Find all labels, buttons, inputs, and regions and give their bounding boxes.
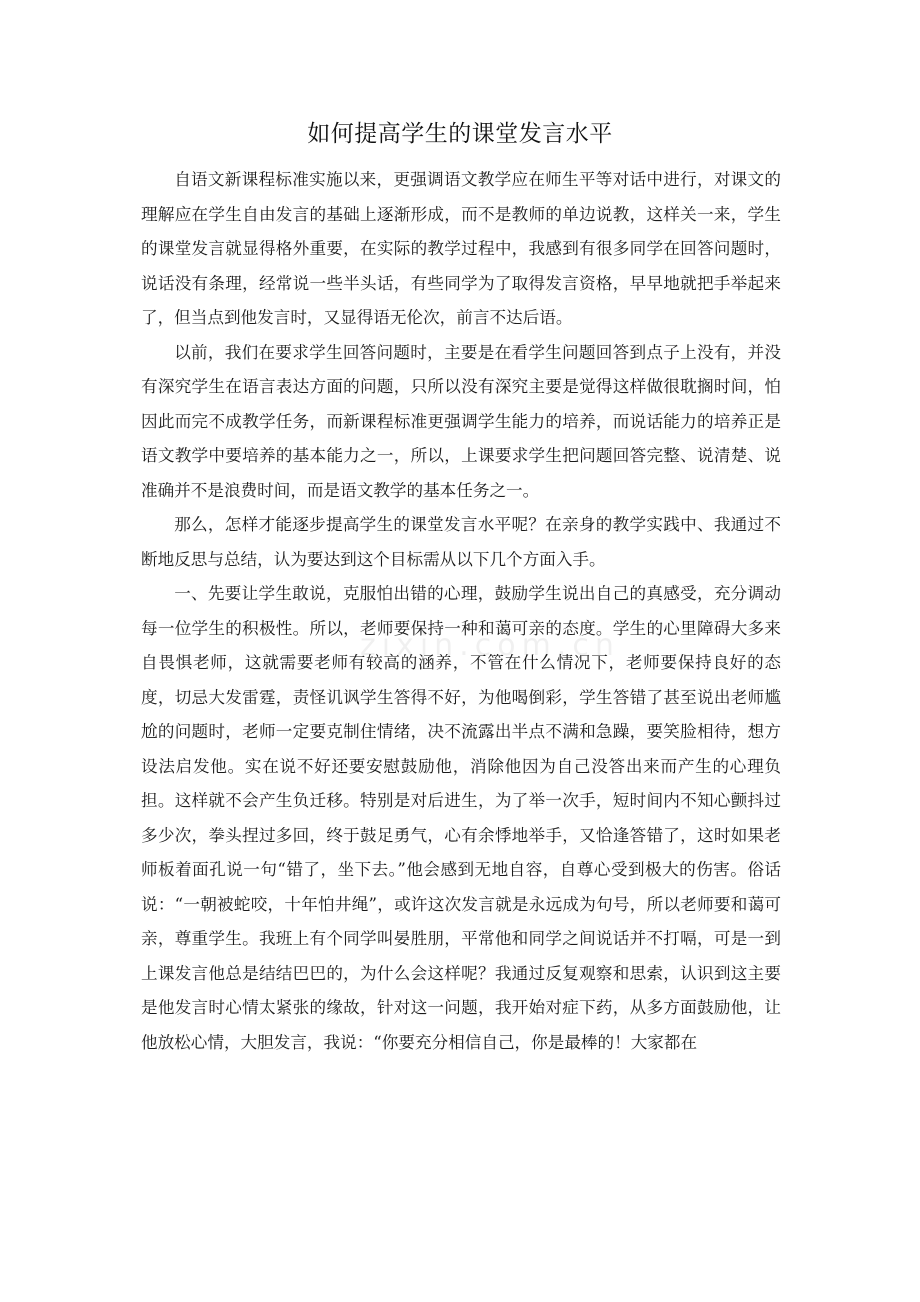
document-body [141, 163, 781, 1060]
paragraph-4: 一、先要让学生敢说，克服怕出错的心理，鼓励学生说出自己的真感受，充分调动每一位学生的积极性。所以，老师要保持一种和蔼可亲的态度。学生的心里障碍大多来自畏惧老师，这就需要老师有较高的涵养，不管在什么情况下，老师要保持良好的态度，切忌大发雷霆，责怪讥讽学生答得不好，为他喝倒彩，学生答错了甚至说出老师尴尬的问题时，老师一定要克制住情绪，决不流露出半点不满和急躁，要笑脸相待，想方设法启发他。实在说不好还要安慰鼓励他，消除他因为自己没答出来而产生的心理负担。这样就不会产生负迁移。特别是对后进生，为了举一次手，短时间内不知心颤抖过多少次，拳头捏过多回，终于鼓足勇气，心有余悸地举手，又恰逢答错了，这时如果老师板着面孔说一句“错了，坐下去。”他会感到无地自容，自尊心受到极大的伤害。俗话说：“一朝被蛇咬，十年怕井绳”，或许这次发言就是永远成为句号，所以老师要和蔼可亲，尊重学生。我班上有个同学叫晏胜朋，平常他和同学之间说话并不打嗝，可是一到上课发言他总是结结巴巴的，为什么会这样呢？我通过反复观察和思索，认识到这主要是他发言时心情太紧张的缘故，针对这一问题，我开始对症下药，从多方面鼓励他，让他放松心情，大胆发言，我说：“你要充分相信自己，你是最棒的！大家都在 [141, 584, 781, 1052]
document-title: 如何提高学生的课堂发言水平 [307, 121, 613, 147]
paragraph-3: 那么，怎样才能逐步提高学生的课堂发言水平呢？在亲身的教学实践中、我通过不断地反思与总结，认为要达到这个目标需从以下几个方面入手。 [141, 515, 781, 569]
paragraph-2: 以前，我们在要求学生回答问题时，主要是在看学生问题回答到点子上没有，并没有深究学生在语言表达方面的问题，只所以没有深究主要是觉得这样做很耽搁时间，怕因此而完不成教学任务，而新课程标准更强调学生能力的培养，而说话能力的培养正是语文教学中要培养的基本能力之一，所以，上课要求学生把问题回答完整、说清楚、说准确并不是浪费时间，而是语文教学的基本任务之一。 [141, 342, 781, 500]
paragraph-1: 自语文新课程标准实施以来，更强调语文教学应在师生平等对话中进行，对课文的理解应在学生自由发言的基础上逐渐形成，而不是教师的单边说教，这样关一来，学生的课堂发言就显得格外重要，在实际的教学过程中，我感到有很多同学在回答问题时，说话没有条理，经常说一些半头话，有些同学为了取得发言资格，早早地就把手举起来了，但当点到他发言时，又显得语无伦次，前言不达后语。 [141, 170, 781, 327]
watermark: zixin.com.cn [360, 628, 620, 663]
